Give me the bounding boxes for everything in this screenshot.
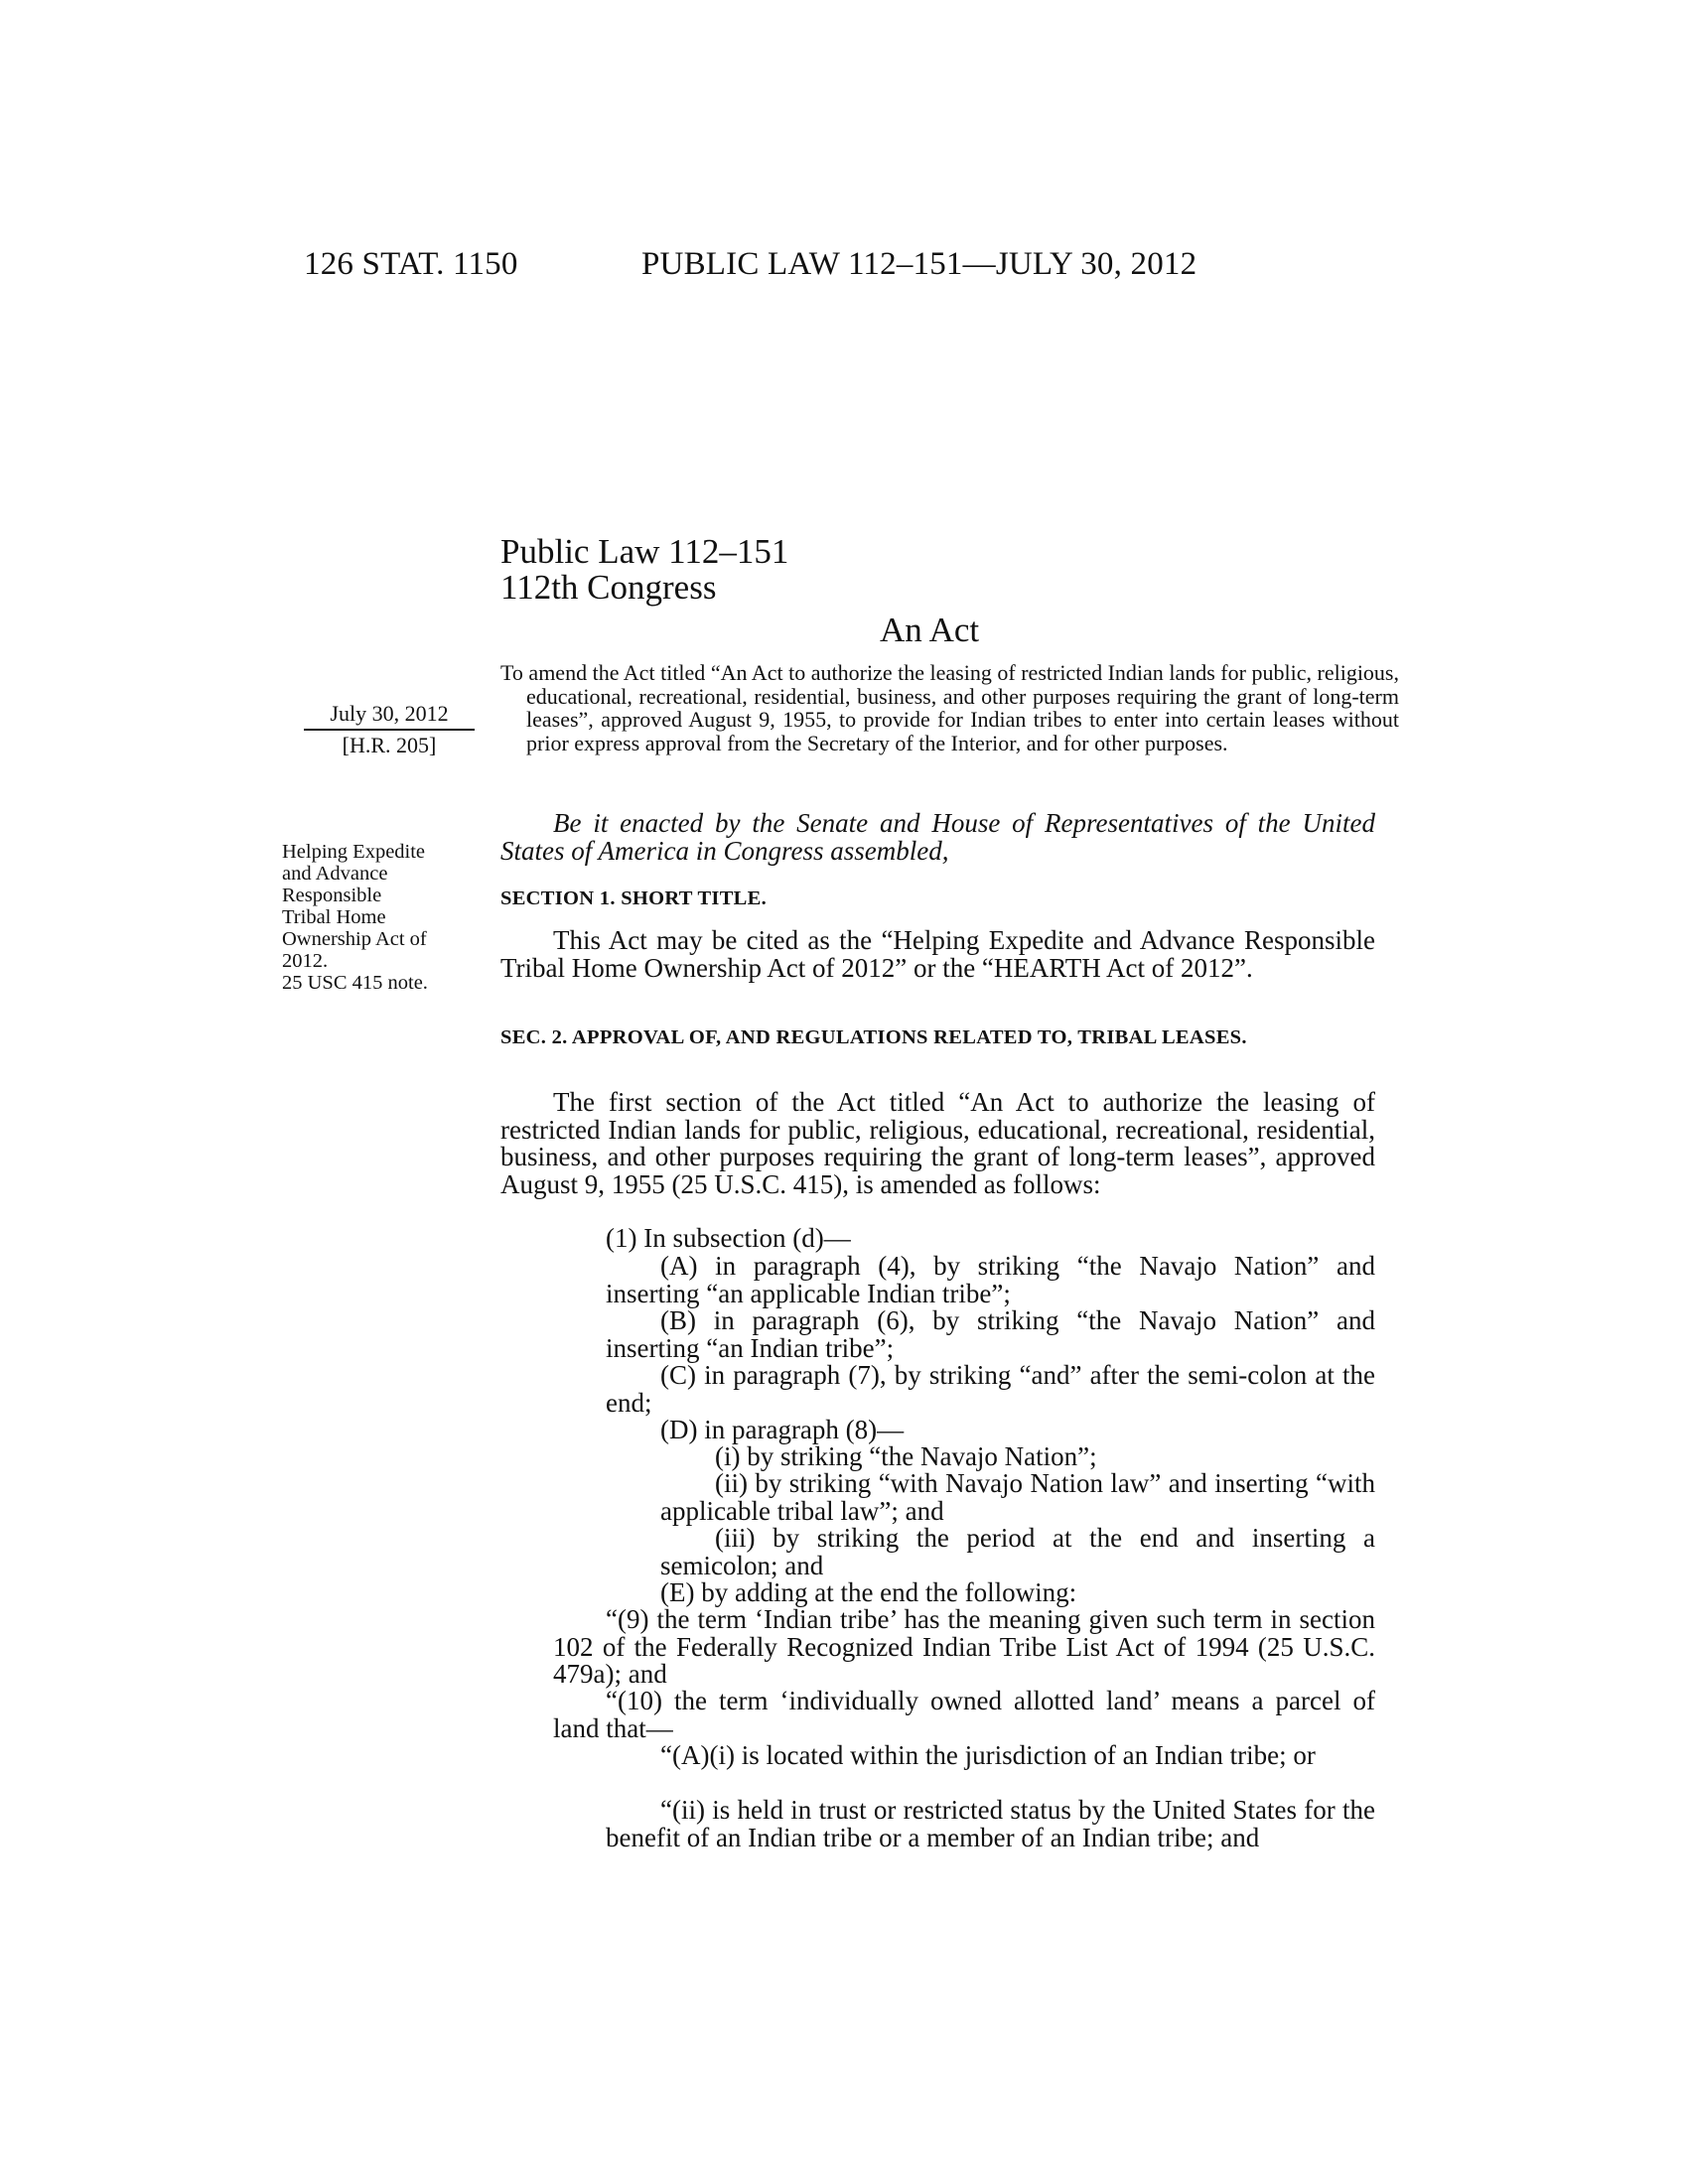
margin-note-line: and Advance	[282, 863, 388, 885]
list-item: “(A)(i) is located within the jurisdiction of an Indian tribe; or	[660, 1740, 1316, 1770]
margin-note-line: Helping Expedite	[282, 841, 426, 863]
list-item: (i) by striking “the Navajo Nation”;	[715, 1441, 1097, 1471]
list-item: “(ii) is held in trust or restricted status by the United States for the benefit of an Indian tribe or a member of an Indian tribe; and	[606, 1795, 1375, 1852]
public-law-number: Public Law 112–151	[500, 532, 789, 571]
list-item: (iii) by striking the period at the end and inserting a semicolon; and	[660, 1523, 1375, 1580]
margin-note-line: 2012.	[282, 950, 329, 972]
list-item: (B) in paragraph (6), by striking “the Navajo Nation” and inserting “an Indian tribe”;	[606, 1305, 1375, 1363]
enactment-date: July 30, 2012	[304, 701, 475, 731]
section-2-intro: The first section of the Act titled “An Act to authorize the leasing of restricted Indian lands for public, religious, educational, recreational, residential, business, and other purposes requiring the grant of long-term leases”, approved August 9, 1955 (25 U.S.C. 415), is amended as follows:	[500, 1087, 1375, 1199]
section-2-heading: SEC. 2. APPROVAL OF, AND REGULATIONS RELATED TO, TRIBAL LEASES.	[500, 1026, 1247, 1048]
list-item: “(10) the term ‘individually owned allotted land’ means a parcel of land that—	[553, 1686, 1375, 1743]
list-item: “(9) the term ‘Indian tribe’ has the meaning given such term in section 102 of the Federally Recognized Indian Tribe List Act of 1994 (25 U.S.C. 479a); and	[553, 1604, 1375, 1689]
margin-note-line: Ownership Act of	[282, 928, 427, 950]
congress-number: 112th Congress	[500, 568, 717, 607]
enacting-clause: Be it enacted by the Senate and House of Representatives of the United States of America in Congress assembled,	[500, 808, 1375, 866]
section-1-text: This Act may be cited as the “Helping Expedite and Advance Responsible Tribal Home Ownership Act of 2012” or the “HEARTH Act of 2012”.	[500, 925, 1375, 983]
margin-short-title-note	[282, 841, 481, 994]
margin-note-line: Responsible	[282, 885, 382, 906]
margin-note-line: 25 USC 415 note.	[282, 972, 428, 994]
margin-note-line: Tribal Home	[282, 906, 386, 928]
margin-date-note	[304, 701, 475, 758]
page-reference: 126 STAT. 1150	[304, 246, 518, 282]
purpose-clause: To amend the Act titled “An Act to authorize the leasing of restricted Indian lands for public, religious, educational, recreational, residential, business, and other purposes requiring the grant of long-term leases”, approved August 9, 1955, to provide for Indian tribes to enter into certain leases without prior express approval from the Secretary of the Interior, and for other purposes.	[500, 660, 1399, 755]
list-item: (E) by adding at the end the following:	[660, 1577, 1077, 1607]
an-act-heading: An Act	[880, 611, 980, 649]
list-item: (C) in paragraph (7), by striking “and” after the semi-colon at the end;	[606, 1360, 1375, 1418]
running-head-title: PUBLIC LAW 112–151—JULY 30, 2012	[641, 246, 1197, 282]
list-item: (A) in paragraph (4), by striking “the Navajo Nation” and inserting “an applicable Indian tribe”;	[606, 1251, 1375, 1308]
list-item: (1) In subsection (d)—	[606, 1223, 851, 1253]
section-1-heading: SECTION 1. SHORT TITLE.	[500, 887, 768, 909]
list-item: (D) in paragraph (8)—	[660, 1415, 905, 1444]
bill-number: [H.R. 205]	[342, 733, 437, 757]
list-item: (ii) by striking “with Navajo Nation law” and inserting “with applicable tribal law”; and	[660, 1468, 1375, 1526]
law-title-block	[500, 534, 788, 606]
